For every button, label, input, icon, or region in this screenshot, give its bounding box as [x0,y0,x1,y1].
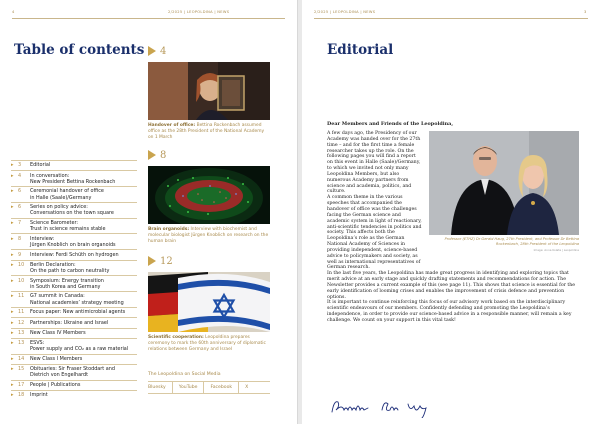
toc-entry[interactable] [11,233,137,249]
social-media [148,372,270,394]
triangle-arrow-icon: ▸ [11,235,14,242]
triangle-arrow-icon: ▸ [11,172,14,179]
toc-entry-text: G7 summit in Canada: National academies’ strategy meeting [30,293,124,306]
feature-page-number: 4 [160,45,167,57]
toc-page-number: 11 [18,309,25,316]
toc-entry[interactable] [11,170,137,186]
handover-photo [148,62,270,120]
toc-page-number: 11 [18,293,25,300]
toc-entry-text: Interview: Jürgen Knoblich on brain organoids [30,235,116,248]
triangle-arrow-icon: ▸ [11,277,14,284]
social-link-bluesky[interactable]: Bluesky [148,382,173,393]
presidents-photo-box [429,131,579,262]
feature-cooperation[interactable] [148,254,270,353]
right-page [302,0,600,424]
triangle-arrow-icon: ▸ [11,319,14,326]
social-title: The Leopoldina on Social Media [148,372,221,377]
right-page-number: 3 [584,10,587,14]
feature-page-number: 8 [160,149,167,161]
toc-page-number: 6 [18,188,22,195]
flags-image [148,272,270,332]
triangle-arrow-icon: ▸ [11,162,14,169]
toc-entry[interactable] [11,390,137,400]
toc-page-number: 7 [18,219,22,226]
triangle-arrow-icon: ▸ [11,382,14,389]
toc-entry[interactable] [11,354,137,364]
toc-entry[interactable] [11,328,137,338]
toc-page-number: 3 [18,162,22,169]
triangle-arrow-icon: ▸ [11,219,14,226]
toc-entry-text: New Class IV Members [30,329,86,336]
toc-entry-text: Partnerships: Ukraine and Israel [30,319,109,326]
photo-caption: Professor (ETHZ) Dr Gerald Haug, 27th President, and Professor Dr Bettina Rockenbach, 28th President of the Leopoldina [444,237,579,246]
left-running-head: 2/2025 | LEOPOLDINA | NEWS [168,10,230,14]
toc-entry[interactable] [11,186,137,202]
organoid-image [148,166,270,224]
social-links [148,381,270,394]
triangle-arrow-icon: ▸ [11,261,14,268]
toc-entry[interactable] [11,338,137,354]
toc-page-number: 10 [18,277,25,284]
toc-page-number: 14 [18,355,25,362]
toc-entry-text: Obituaries: Sir Fraser Stoddart and Dietrich von Engelhardt [30,366,115,379]
left-page-number: 4 [12,10,15,14]
toc-entry[interactable] [11,160,137,170]
editorial-body [327,131,579,324]
social-link-youtube[interactable]: YouTube [179,382,205,393]
toc-entry-text: Editorial [30,162,51,169]
toc-entry-text: Ceremonial handover of office in Halle (Saale)/Germany [30,188,104,201]
toc-page-number: 9 [18,251,22,258]
toc-entry[interactable] [11,249,137,259]
feature-handover[interactable] [148,44,270,141]
toc-entry-text: In conversation: New President Bettina Rockenbach [30,172,116,185]
editorial-paragraph: A few days ago, the Presidency of our Academy was handed over for the 27th time – and for the first time a female researcher takes up the role. On the following pages you will find a report on this event in Halle (Saale)/Germany, to which we invited not only many Leopoldina Members, but also numerous Academy partners from science and academia, politics, and culture. [327,131,421,195]
editorial-title: Editorial [327,42,394,58]
triangle-arrow-icon [148,46,156,56]
toc-entry-text: Berlin Declaration: On the path to carbon neutrality [30,261,110,275]
toc-entry[interactable] [11,364,137,380]
presidents-photo [429,131,579,235]
right-running-head: 2/2025 | LEOPOLDINA | NEWS [314,10,376,14]
triangle-arrow-icon [148,256,156,266]
editorial-paragraph: It is important to continue reinforcing this focus of our advisory work based on the interdisciplinary scientific endeavours of our members. Confidently defending and promoting the Leopoldina’s independence, in order to provide our science-based advice in a responsible manner, will remain a key challenge. We count on your support in this vital task! [327,300,572,323]
toc-page-number: 18 [18,392,25,399]
toc-page-number: 13 [18,329,25,336]
header-rule [12,18,285,19]
toc-entry[interactable] [11,260,137,276]
feature-page-number: 12 [160,255,173,267]
header-rule [314,18,588,19]
signatures [330,398,440,418]
triangle-arrow-icon: ▸ [11,329,14,336]
toc-page-number: 17 [18,382,25,389]
toc-entry[interactable] [11,218,137,234]
triangle-arrow-icon: ▸ [11,251,14,258]
toc-entry[interactable] [11,291,137,307]
toc-page-number: 12 [18,319,25,326]
triangle-arrow-icon [148,150,156,160]
toc-entry-text: Interview: Ferdi Schüth on hydrogen [30,251,119,258]
toc-entry[interactable] [11,317,137,327]
toc-entry-text: Imprint [30,392,48,399]
toc-entry-text: Symposium: Energy transition in South Korea and Germany [30,277,104,290]
toc-entry[interactable] [11,202,137,218]
social-link-facebook[interactable]: Facebook [210,382,239,393]
toc-page-number: 6 [18,204,22,211]
editorial-paragraph: In the last five years, the Leopoldina has made great progress in identifying and exploring topics that merit advice at an early stage and quickly drafting statements and recommendations for action. The Newsletter provides a current example of this (see page 11). This shows that science is essential for the early identification of looming crises and enables the improvement of crisis defence and prevention options. [327,271,576,300]
toc-list [11,160,137,400]
triangle-arrow-icon: ▸ [11,188,14,195]
triangle-arrow-icon: ▸ [11,392,14,399]
triangle-arrow-icon: ▸ [11,366,14,373]
feature-caption: Brain organoids: Interview with biochemist and molecular biologist Jürgen Knoblich on research on the human brain [148,227,269,244]
social-link-x[interactable]: X [245,385,249,390]
triangle-arrow-icon: ▸ [11,340,14,347]
toc-entry-text: Series on policy advice: Conversations on the town square [30,204,114,217]
toc-entry-text: New Class I Members [30,355,83,362]
feature-caption: Scientific cooperation: Leopoldina prepares ceremony to mark the 60th anniversary of diplomatic relations between Germany and Israel [148,335,266,352]
left-page [0,0,298,424]
toc-page-number: 13 [18,340,25,347]
toc-title: Table of contents [14,42,145,58]
triangle-arrow-icon: ▸ [11,355,14,362]
toc-page-number: 15 [18,366,25,373]
triangle-arrow-icon: ▸ [11,309,14,316]
toc-entry-text: Science Barometer: Trust in science remains stable [30,219,106,233]
toc-entry[interactable] [11,307,137,317]
triangle-arrow-icon: ▸ [11,293,14,300]
triangle-arrow-icon: ▸ [11,204,14,211]
feature-organoids[interactable] [148,148,270,245]
toc-page-number: 8 [18,235,22,242]
toc-page-number: 10 [18,261,25,268]
feature-caption: Handover of office: Bettina Rockenbach assumed office as the 28th President of the National Academy on 1 March [148,123,265,140]
toc-entry[interactable] [11,380,137,390]
editorial-greeting: Dear Members and Friends of the Leopoldina, [327,121,454,127]
toc-entry-text: People | Publications [30,382,81,389]
photo-credit: Image: Anna Kolata | Leopoldina [533,247,579,252]
toc-entry-text: Focus paper: New antimicrobial agents [30,309,126,316]
editorial-paragraph: A common theme in the various speeches that accompanied the handover of office was the challenges facing the German science and academic system in light of reactionary, anti-scientific tendencies in politics and society. This affects both the Leopoldina’s role as the German National Academy of Sciences in providing independent, science-based advice to policymakers and society, as well as international representatives of German research. [327,195,422,271]
toc-entry-text: ESVS: Power supply and CO₂ as a raw material [30,340,129,353]
toc-page-number: 4 [18,172,22,179]
toc-entry[interactable] [11,275,137,291]
